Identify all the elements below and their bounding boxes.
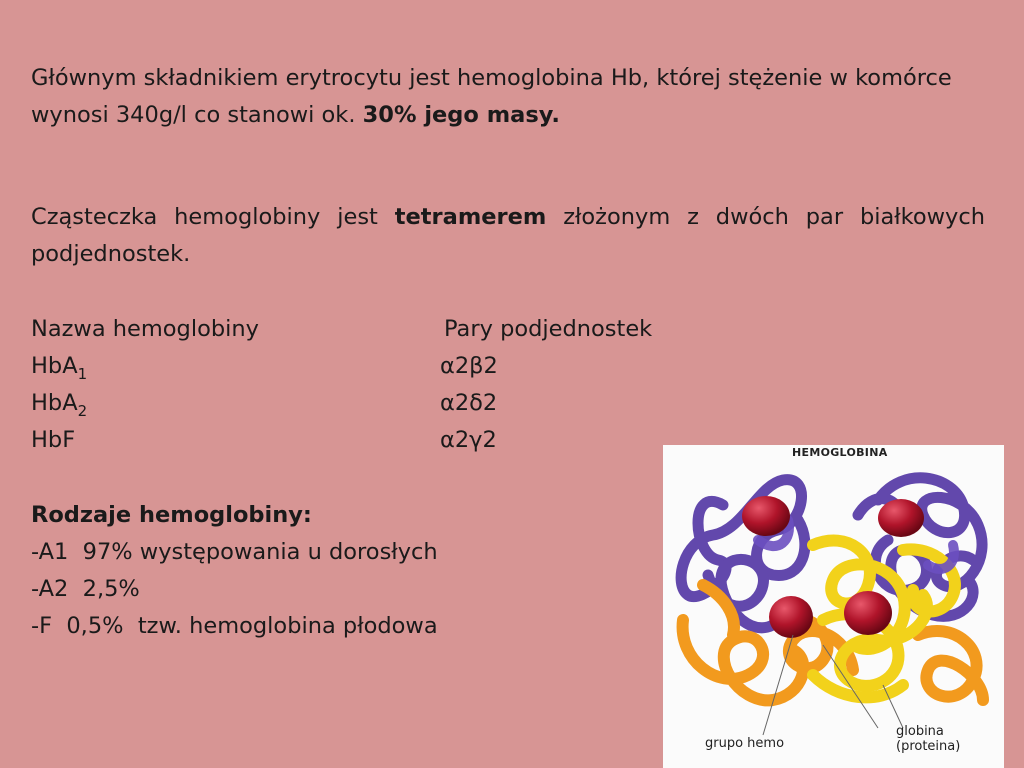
heme-icon [878,499,924,537]
hb-pairs: α2δ2 [440,390,498,416]
tetramer-text-1: Cząsteczka hemoglobiny jest [31,204,395,230]
list-item: -A1 97% występowania u dorosłych [31,539,438,565]
hb-pairs: α2γ2 [440,427,497,453]
tetramer-bold: tetramerem [394,204,547,230]
label-heme: grupo hemo [705,736,785,751]
hb-name: HbA$_1$ [31,353,88,383]
tetramer-text-2: złożonym z dwóch par białkowych podjednostek. [31,204,986,267]
label-globin: globina [896,724,944,739]
header-name: Nazwa hemoglobiny [31,316,259,342]
hb-name: HbF [31,427,76,453]
paragraph-hemoglobin-intro [31,60,991,134]
hemoglobin-types [31,497,438,645]
table-row [31,422,731,459]
table-row [31,348,731,385]
hb-pairs: α2β2 [440,353,498,379]
intro-bold: 30% jego masy. [362,102,560,128]
heme-icon [844,591,892,635]
heme-icon [742,496,790,536]
types-heading: Rodzaje hemoglobiny: [31,502,312,528]
hemoglobin-molecule-drawing [663,445,1004,768]
table-row [31,385,731,422]
intro-text: Głównym składnikiem erytrocytu jest hemoglobina Hb, której stężenie w komórce wynosi 340g/l co stanowi ok. [31,65,952,128]
heme-icon [769,596,813,638]
figure-title: HEMOGLOBINA [792,446,888,459]
paragraph-tetramer [31,199,985,273]
list-item: -F 0,5% tzw. hemoglobina płodowa [31,613,438,639]
label-protein: (proteina) [896,739,961,754]
table-header [31,311,731,348]
hemoglobin-illustration [663,445,1004,768]
header-pairs: Pary podjednostek [444,316,653,342]
hb-name: HbA$_2$ [31,390,88,420]
list-item: -A2 2,5% [31,576,140,602]
